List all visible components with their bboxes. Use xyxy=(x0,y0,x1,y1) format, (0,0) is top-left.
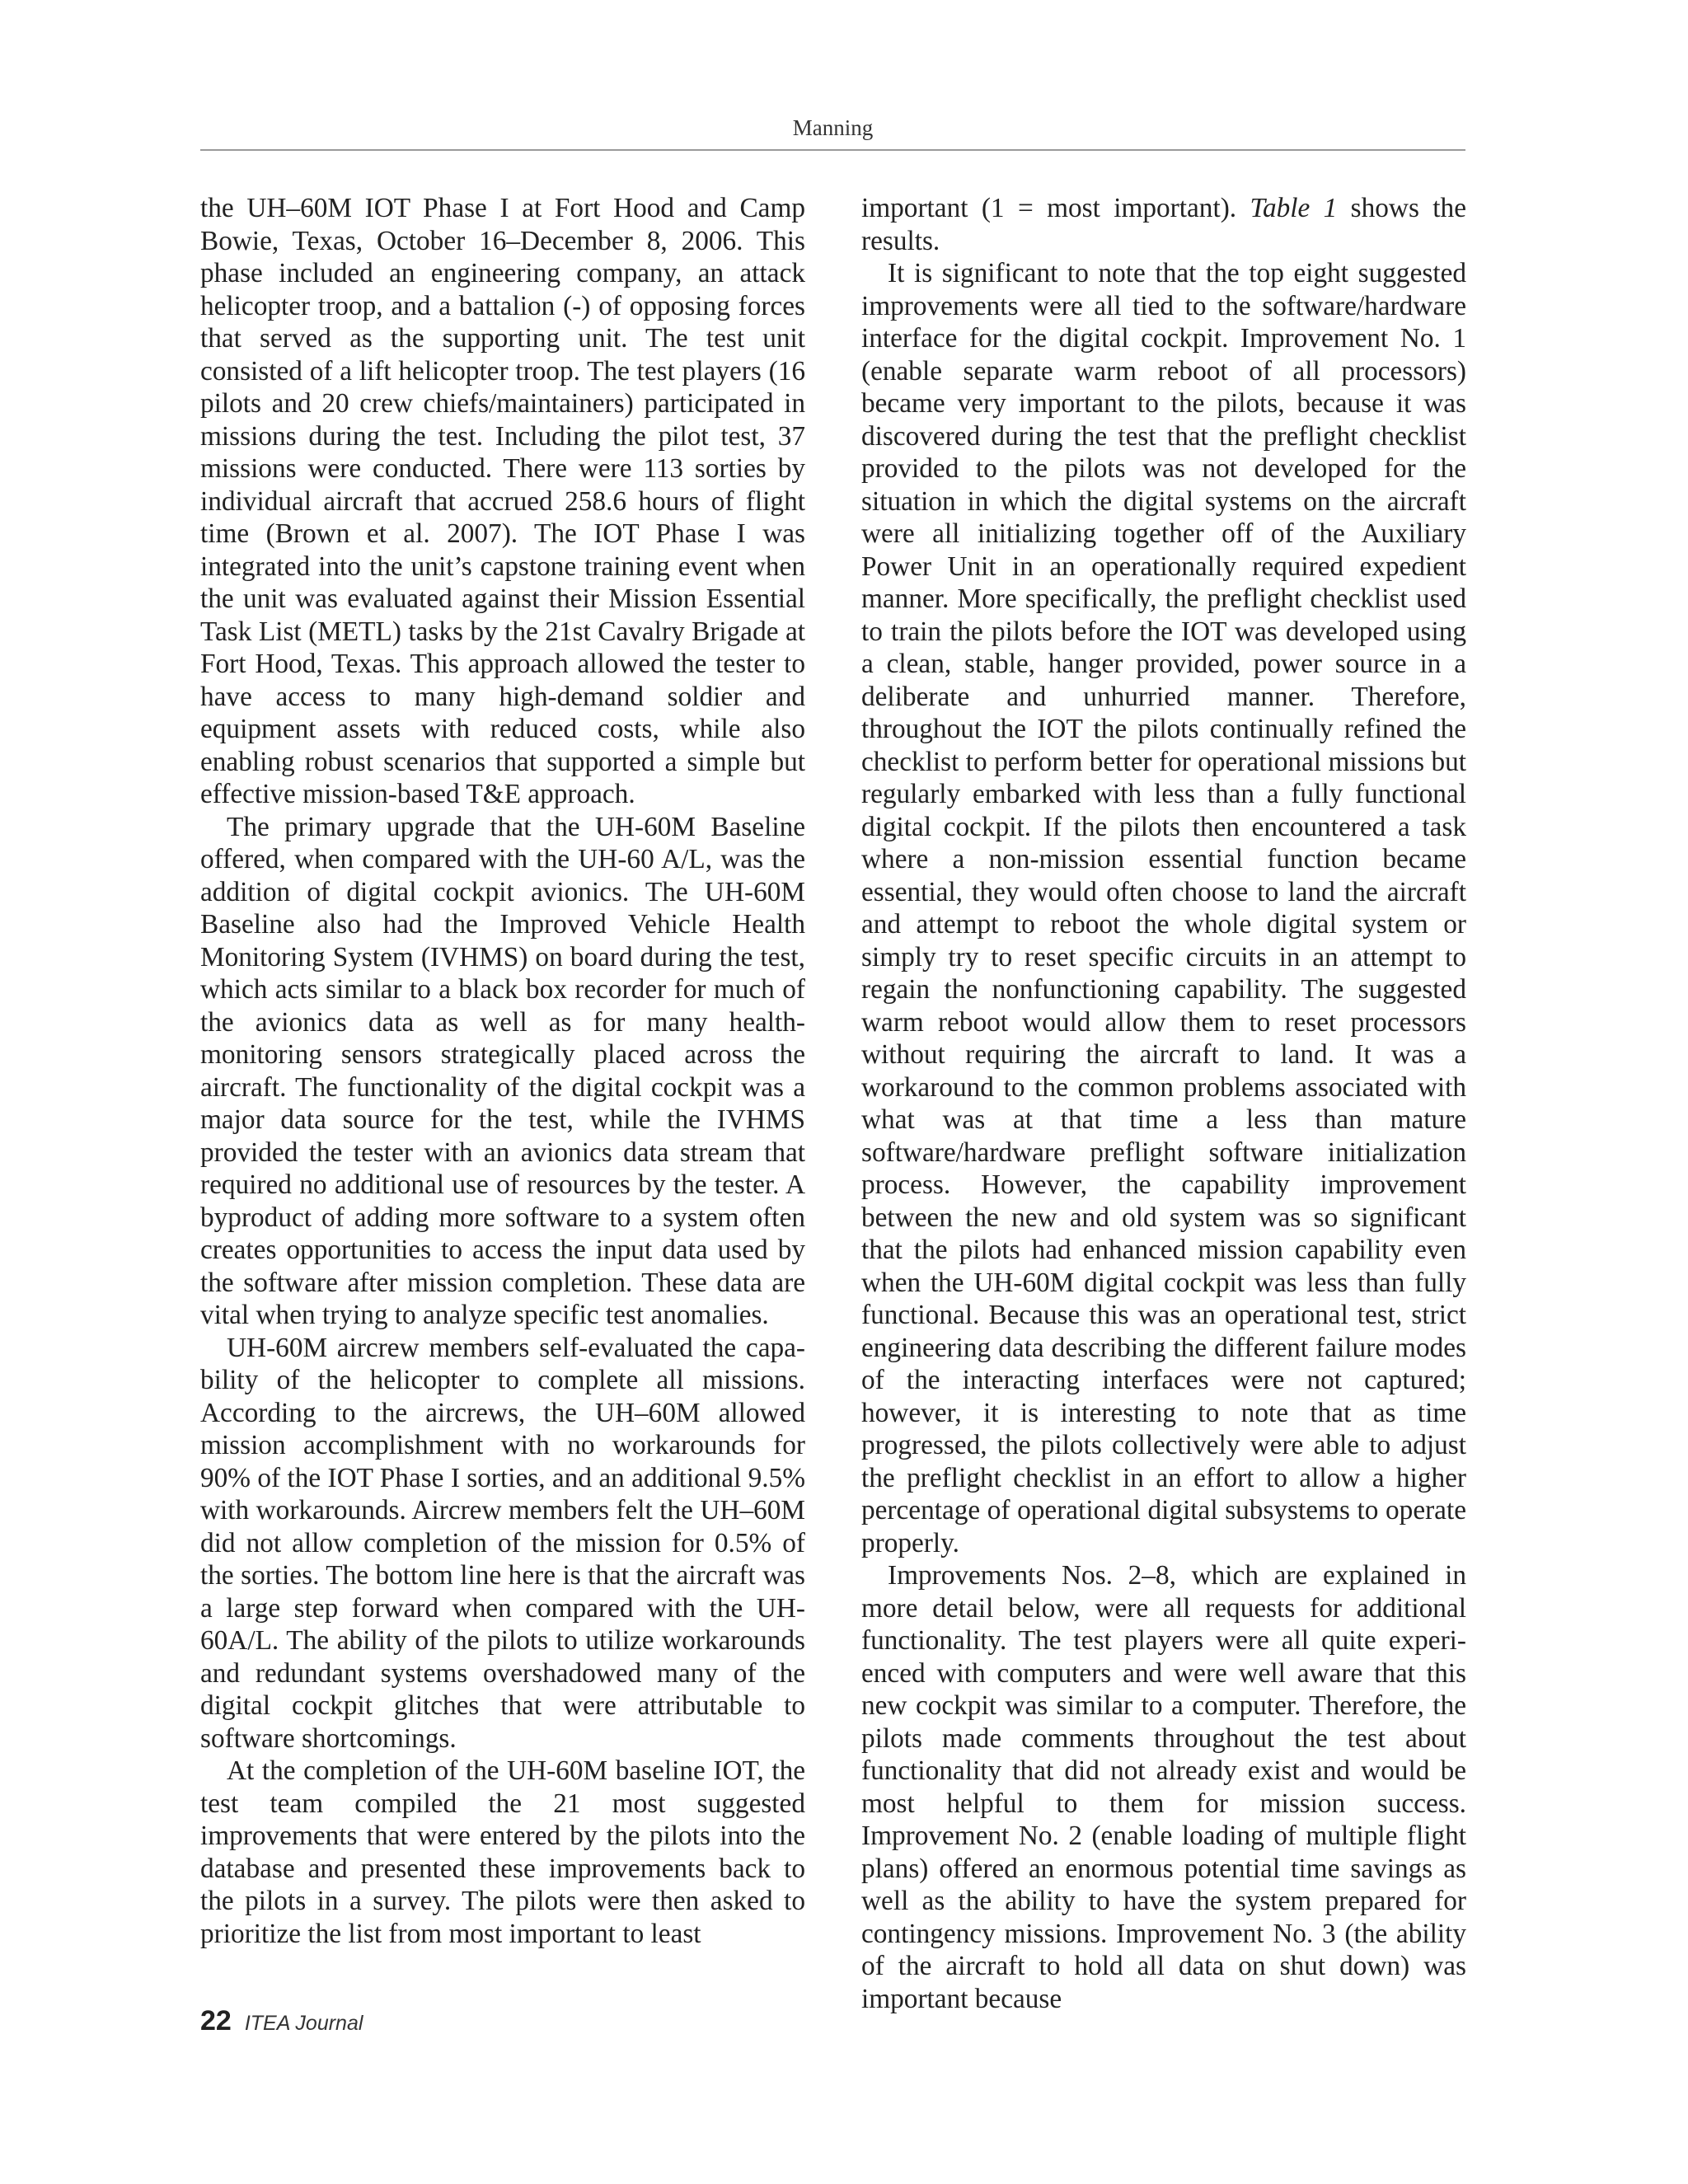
paragraph xyxy=(861,192,1466,257)
paragraph: Improvements Nos. 2–8, which are explained in more detail below, were all requests for additional functionality. The test players were all quite experienced with computers and were well aware that this new cockpit was similar to a computer. Therefore, the pilots made comments throughout the test about functionality that did not already exist and would be most helpful to them for mission success. Improvement No. 2 (enable loading of multiple flight plans) offered an enormous potential time savings as well as the ability to have the system prepared for contingency missions. Improvement No. 3 (the ability of the aircraft to hold all data on shut down) was important because xyxy=(861,1560,1466,2014)
page-footer xyxy=(200,2005,363,2037)
paragraph: the UH–60M IOT Phase I at Fort Hood and Camp Bowie, Texas, October 16–December 8, 2006. This phase included an engineering company, an attack helicopter troop, and a battalion (-) of opposing forces that served as the supporting unit. The test unit consisted of a lift helicopter troop. The test players (16 pilots and 20 crew chiefs/maintainers) participated in missions during the test. Including the pilot test, 37 missions were conducted. There were 113 sorties by individual aircraft that accrued 258.6 hours of flight time (Brown et al. 2007). The IOT Phase I was integrated into the unit’s capstone training event when the unit was evaluated against their Mission Essential Task List (METL) tasks by the 21st Cavalry Brigade at Fort Hood, Texas. This approach allowed the tester to have access to many high-demand soldier and equipment assets with reduced costs, while also enabling robust scenarios that supported a simple but effective mission-based T&E approach. xyxy=(200,193,805,809)
page-number: 22 xyxy=(200,2005,232,2036)
paragraph: UH-60M aircrew members self-evaluated the capability of the helicopter to complete all missions. According to the aircrews, the UH–60M allowed mission accomplishment with no workarounds for 90% of the IOT Phase I sorties, and an additional 9.5% with workarounds. Aircrew members felt the UH–60M did not allow completion of the mission for 0.5% of the sorties. The bottom line here is that the aircraft was a large step forward when compared with the UH-60A/L. The ability of the pilots to utilize workarounds and redundant systems overshadowed many of the digital cockpit glitches that were attributable to software shortcomings. xyxy=(200,1332,805,1754)
paragraph: It is significant to note that the top eight suggested improvements were all tied to the software/hardware interface for the digital cockpit. Improvement No. 1 (enable separate warm reboot of all processors) became very important to the pilots, because it was discovered during the test that the preflight checklist provided to the pilots was not developed for the situation in which the digital systems on the aircraft were all initializing together off of the Auxiliary Power Unit in an operationally required expedient manner. More specifically, the preflight checklist used to train the pilots before the IOT was developed using a clean, stable, hanger provided, power source in a deliberate and unhurried manner. Therefore, throughout the IOT the pilots continually refined the checklist to perform better for operational missions but regularly embarked with less than a fully functional digital cockpit. If the pilots then encountered a task where a non-mission essential function became essential, they would often choose to land the aircraft and attempt to reboot the whole digital system or simply try to reset specific circuits in an attempt to regain the nonfunctioning capability. The suggested warm reboot would allow them to reset processors without requiring the aircraft to land. It was a workaround to the common problems associated with what was at that time a less than mature software/hardware preflight software initialization process. However, the capability improvement between the new and old system was so significant that the pilots had enhanced mission capability even when the UH-60M digital cockpit was less than fully functional. Because this was an operational test, strict engineering data describing the different failure modes of the interacting interfaces were not captured; however, it is interesting to note that as time progressed, the pilots collectively were able to adjust the preflight checklist in an effort to allow a higher percentage of operational digital subsystems to operate properly. xyxy=(861,258,1466,1558)
right-column xyxy=(861,192,1466,2015)
paragraph-text: shows the results. xyxy=(861,193,1466,256)
paragraph: At the completion of the UH-60M baseline IOT, the test team compiled the 21 most suggested improvements that were entered by the pilots into the database and presented these improvements back to the pilots in a survey. The pilots were then asked to prioritize the list from most important to least xyxy=(200,1755,805,1949)
journal-name: ITEA Journal xyxy=(244,2012,363,2035)
header-rule xyxy=(200,149,1465,151)
paragraph: The primary upgrade that the UH-60M Baseline offered, when compared with the UH-60 A/L, was the addition of digital cockpit avionics. The UH-60M Baseline also had the Improved Vehicle Health Monitoring System (IVHMS) on board during the test, which acts similar to a black box recorder for much of the avionics data as well as for many health-monitoring sensors strategically placed across the aircraft. The functionality of the digital cockpit was a major data source for the test, while the IVHMS provided the tester with an avionics data stream that required no additional use of resources by the tester. A byproduct of adding more software to a system often creates opportunities to access the input data used by the software after mission completion. These data are vital when trying to analyze specific test anomalies. xyxy=(200,811,805,1330)
running-head: Manning xyxy=(792,115,874,140)
paragraph-text: important (1 = most important). xyxy=(861,193,1237,223)
left-column xyxy=(200,192,805,1950)
table-reference: Table 1 xyxy=(1250,193,1338,223)
